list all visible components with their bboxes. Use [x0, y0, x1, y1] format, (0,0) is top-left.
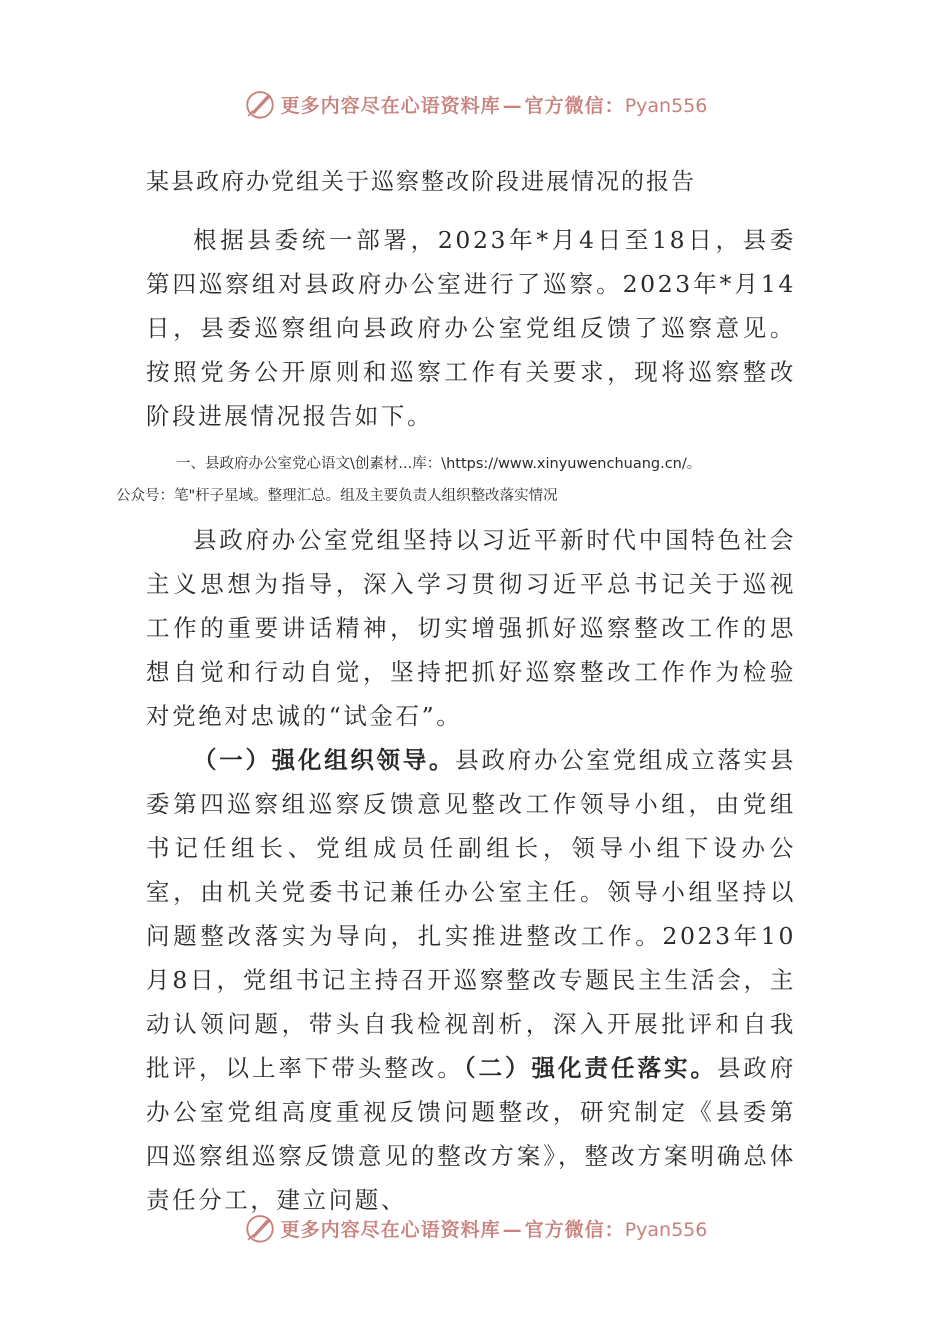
- quill-logo-icon: [243, 87, 277, 121]
- paragraph-section1-details: （一）强化组织领导。县政府办公室党组成立落实县委第四巡察组巡察反馈意见整改工作领导小组，由党组书记任组长、党组成员任副组长，领导小组下设办公室，由机关党委书记兼任办公室主任。领导小组坚持以问题整改落实为导向，扎实推进整改工作。2023年10月8日，党组书记主持召开巡察整改专题民主生活会，主动认领问题，带头自我检视剖析，深入开展批评和自我批评，以上率下带头整改。（二）强化责任落实。县政府办公室党组高度重视反馈问题整改，研究制定《县委第四巡察组巡察反馈意见的整改方案》，整改方案明确总体责任分工，建立问题、: [146, 746, 797, 1214]
- banner-text: 更多内容尽在心语资料库 — 官方微信：Pyan556: [280, 1218, 708, 1241]
- document-title: 某县政府办党组关于巡察整改阶段进展情况的报告: [146, 169, 696, 195]
- quill-logo-icon: [243, 1211, 277, 1245]
- footer-watermark-banner: [0, 1206, 950, 1250]
- header-watermark-banner: [0, 82, 950, 126]
- section-heading-1: 一、县政府办公室党心语文\创素材...库：\https://www.xinyuwenchuang.cn/。 公众号：笔"杆子星域。整理汇总。组及主要负责人组织整改落实情况: [116, 456, 702, 504]
- subheading-responsibility: （二）强化责任落实。: [463, 1054, 717, 1082]
- paragraph-section1-intro: 县政府办公室党组坚持以习近平新时代中国特色社会主义思想为指导，深入学习贯彻习近平总书记关于巡视工作的重要讲话精神，切实增强抓好巡察整改工作的思想自觉和行动自觉，坚持把抓好巡察整改工作作为检验对党绝对忠诚的“试金石”。: [146, 526, 796, 730]
- document-body: [116, 160, 797, 1222]
- paragraph-intro: 根据县委统一部署，2023年*月4日至18日，县委第四巡察组对县政府办公室进行了巡察。2023年*月14日，县委巡察组向县政府办公室党组反馈了巡察意见。按照党务公开原则和巡察工作有关要求，现将巡察整改阶段进展情况报告如下。: [146, 226, 796, 430]
- subheading-organization: （一）强化组织领导。: [193, 746, 456, 774]
- banner-text: 更多内容尽在心语资料库 — 官方微信：Pyan556: [280, 94, 708, 117]
